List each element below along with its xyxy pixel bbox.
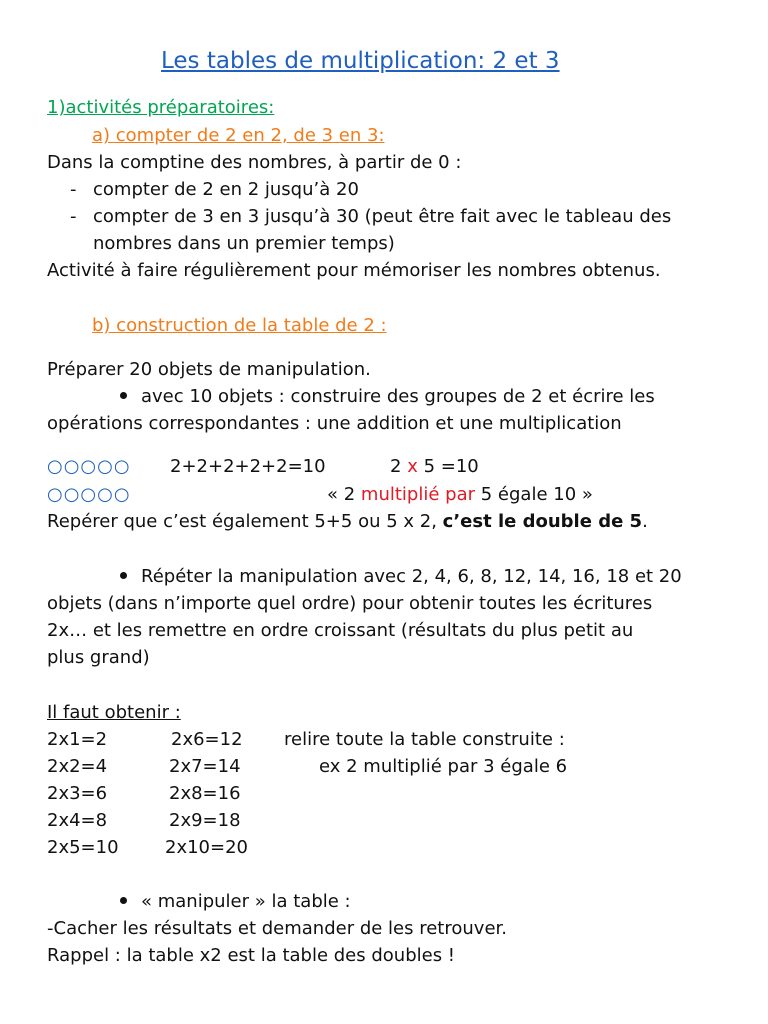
bullet-dot — [120, 392, 127, 399]
prep-text: Préparer 20 objets de manipulation. — [47, 359, 371, 380]
bullet-3: « manipuler » la table : — [120, 891, 351, 913]
section-heading-activites: 1)activités préparatoires: — [47, 97, 275, 118]
table-cell: 2x5=10 — [47, 837, 119, 858]
table-cell: 2x8=16 — [169, 783, 241, 804]
relire-text: relire toute la table construite : — [284, 729, 565, 750]
table-cell: 2x4=8 — [47, 810, 108, 831]
reperer-text: Repérer que c’est également 5+5 ou 5 x 2, c’est le double de 5. — [47, 511, 648, 532]
phrase-text: « 2 multiplié par 5 égale 10 » — [327, 484, 593, 505]
cacher-text: -Cacher les résultats et demander de les retrouver. — [47, 918, 507, 939]
table-cell: 2x3=6 — [47, 783, 108, 804]
subheading-construction: b) construction de la table de 2 : — [92, 315, 387, 336]
addition-text: 2+2+2+2+2=10 — [170, 456, 326, 477]
page-title: Les tables de multiplication: 2 et 3 — [161, 48, 560, 74]
table-cell: 2x9=18 — [169, 810, 241, 831]
table-cell: 2x7=14 — [169, 756, 241, 777]
table-cell: 2x1=2 — [47, 729, 108, 750]
table-cell: 2x6=12 — [171, 729, 243, 750]
bullet-1: avec 10 objets : construire des groupes de 2 et écrire les — [120, 386, 655, 408]
obtenir-label: Il faut obtenir : — [47, 702, 181, 723]
dash-item-2-cont: nombres dans un premier temps) — [93, 233, 395, 254]
circles-row-2: ○○○○○ — [47, 484, 131, 505]
bullet-2-line-3: 2x… et les remettre en ordre croissant (résultats du plus petit au — [47, 620, 634, 641]
table-cell: 2x2=4 — [47, 756, 108, 777]
dash-item-2: - compter de 3 en 3 jusqu’à 30 (peut être fait avec le tableau des — [70, 206, 672, 227]
bullet-2-line-2: objets (dans n’importe quel ordre) pour obtenir toutes les écritures — [47, 593, 653, 614]
table-cell: 2x10=20 — [165, 837, 248, 858]
example-text: ex 2 multiplié par 3 égale 6 — [319, 756, 568, 777]
activity-text: Activité à faire régulièrement pour mémoriser les nombres obtenus. — [47, 260, 661, 281]
bullet-2: Répéter la manipulation avec 2, 4, 6, 8, 12, 14, 16, 18 et 20 — [120, 566, 682, 588]
bullet-1-cont: opérations correspondantes : une addition et une multiplication — [47, 413, 622, 434]
intro-text: Dans la comptine des nombres, à partir de 0 : — [47, 152, 462, 173]
bullet-dot — [120, 897, 127, 904]
circles-row-1: ○○○○○ — [47, 456, 131, 477]
bullet-dot — [120, 572, 127, 579]
dash-item-1: - compter de 2 en 2 jusqu’à 20 — [70, 179, 359, 200]
rappel-text: Rappel : la table x2 est la table des doubles ! — [47, 945, 456, 966]
bullet-2-line-4: plus grand) — [47, 647, 150, 668]
subheading-compter: a) compter de 2 en 2, de 3 en 3: — [92, 125, 385, 146]
multiplication-text: 2 x 5 =10 — [390, 456, 479, 477]
